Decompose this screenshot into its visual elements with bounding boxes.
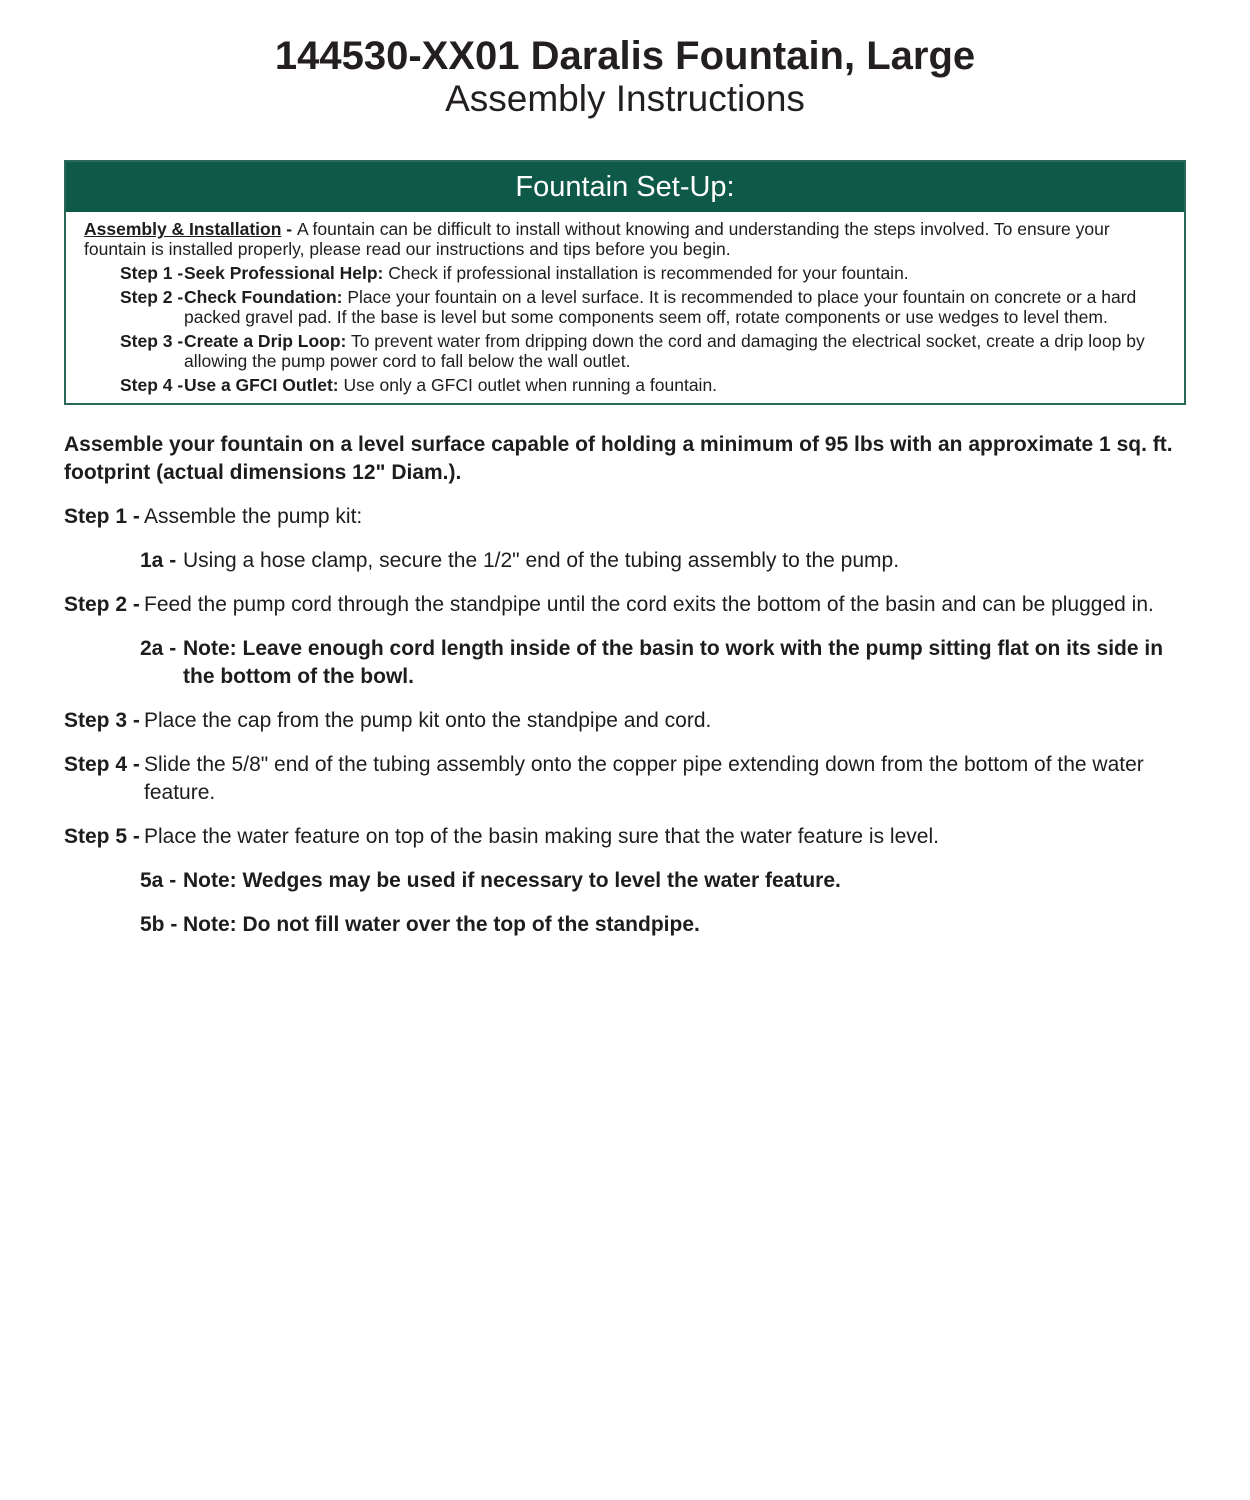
assembly-step-label: Step 4 - bbox=[64, 753, 140, 776]
setup-intro-separator: - bbox=[281, 219, 297, 239]
setup-intro-text: A fountain can be difficult to install without knowing and understanding the steps involved. To ensure your fountain is installed properly, please read our instructions and tips before you begin. bbox=[84, 219, 1110, 259]
fountain-setup-box bbox=[64, 160, 1186, 405]
assembly-step-label: Step 3 - bbox=[64, 709, 140, 732]
document-header bbox=[0, 0, 1250, 120]
assembly-substep-5a bbox=[64, 867, 1186, 895]
assembly-substep-5b bbox=[64, 911, 1186, 939]
assembly-substep-1a bbox=[64, 547, 1186, 575]
assembly-substep-label: 1a - bbox=[140, 549, 177, 572]
setup-step-3 bbox=[84, 331, 1166, 371]
assembly-step-text: Assemble the pump kit: bbox=[144, 505, 363, 528]
setup-step-label: Step 2 - bbox=[120, 287, 184, 307]
setup-step-body: To prevent water from dripping down the cord and damaging the electrical socket, create a drip loop by allowing the pump power cord to fall below the wall outlet. bbox=[184, 331, 1145, 371]
assembly-substep-text: Note: Leave enough cord length inside of the basin to work with the pump sitting flat on its side in the bottom of the bowl. bbox=[183, 637, 1164, 688]
assembly-step-5 bbox=[64, 823, 1186, 851]
assembly-step-label: Step 5 - bbox=[64, 825, 140, 848]
setup-box-title: Fountain Set-Up: bbox=[66, 162, 1184, 212]
assembly-step-label: Step 2 - bbox=[64, 593, 140, 616]
setup-step-heading: Use a GFCI Outlet: bbox=[184, 375, 339, 395]
assembly-substep-text: Using a hose clamp, secure the 1/2" end of the tubing assembly to the pump. bbox=[183, 549, 900, 572]
assembly-substep-label: 2a - bbox=[140, 637, 177, 660]
setup-step-1 bbox=[84, 263, 1166, 283]
setup-step-body: Check if professional installation is recommended for your fountain. bbox=[388, 263, 909, 283]
assembly-step-text: Feed the pump cord through the standpipe until the cord exits the bottom of the basin and can be plugged in. bbox=[144, 593, 1154, 616]
assembly-step-text: Slide the 5/8" end of the tubing assembly onto the copper pipe extending down from the bottom of the water feature. bbox=[144, 753, 1144, 804]
setup-step-text bbox=[184, 263, 1166, 283]
setup-step-heading: Seek Professional Help: bbox=[184, 263, 384, 283]
assembly-step-2 bbox=[64, 591, 1186, 619]
assembly-instructions bbox=[64, 431, 1186, 939]
setup-step-4 bbox=[84, 375, 1166, 395]
setup-step-text bbox=[184, 287, 1166, 327]
assembly-step-label: Step 1 - bbox=[64, 505, 140, 528]
assembly-step-text: Place the water feature on top of the basin making sure that the water feature is level. bbox=[144, 825, 939, 848]
setup-step-label: Step 4 - bbox=[120, 375, 184, 395]
assembly-substep-label: 5a - bbox=[140, 869, 177, 892]
assembly-substep-label: 5b - bbox=[140, 913, 178, 936]
assembly-substep-text: Note: Do not fill water over the top of the standpipe. bbox=[183, 913, 700, 936]
page-title: 144530-XX01 Daralis Fountain, Large bbox=[274, 34, 976, 78]
assembly-step-1 bbox=[64, 503, 1186, 531]
setup-step-text bbox=[184, 331, 1166, 371]
assembly-step-4 bbox=[64, 751, 1186, 807]
setup-step-2 bbox=[84, 287, 1166, 327]
setup-step-label: Step 3 - bbox=[120, 331, 184, 351]
assembly-substep-text: Note: Wedges may be used if necessary to level the water feature. bbox=[183, 869, 841, 892]
setup-step-heading: Create a Drip Loop: bbox=[184, 331, 347, 351]
setup-step-label: Step 1 - bbox=[120, 263, 184, 283]
setup-intro-label: Assembly & Installation bbox=[84, 219, 282, 239]
setup-intro-paragraph bbox=[84, 219, 1166, 259]
assembly-step-text: Place the cap from the pump kit onto the standpipe and cord. bbox=[144, 709, 712, 732]
page-subtitle: Assembly Instructions bbox=[445, 78, 805, 119]
assembly-substep-2a bbox=[64, 635, 1186, 691]
setup-step-heading: Check Foundation: bbox=[184, 287, 343, 307]
setup-step-body: Place your fountain on a level surface. It is recommended to place your fountain on concrete or a hard packed gravel pad. If the base is level but some components seem off, rotate components or use wedges to level them. bbox=[184, 287, 1137, 327]
setup-step-body: Use only a GFCI outlet when running a fountain. bbox=[343, 375, 718, 395]
setup-box-body bbox=[66, 212, 1184, 403]
assembly-step-3 bbox=[64, 707, 1186, 735]
assembly-intro: Assemble your fountain on a level surface capable of holding a minimum of 95 lbs with an approximate 1 sq. ft. footprint (actual dimensions 12" Diam.). bbox=[64, 433, 1173, 484]
setup-step-text bbox=[184, 375, 1166, 395]
